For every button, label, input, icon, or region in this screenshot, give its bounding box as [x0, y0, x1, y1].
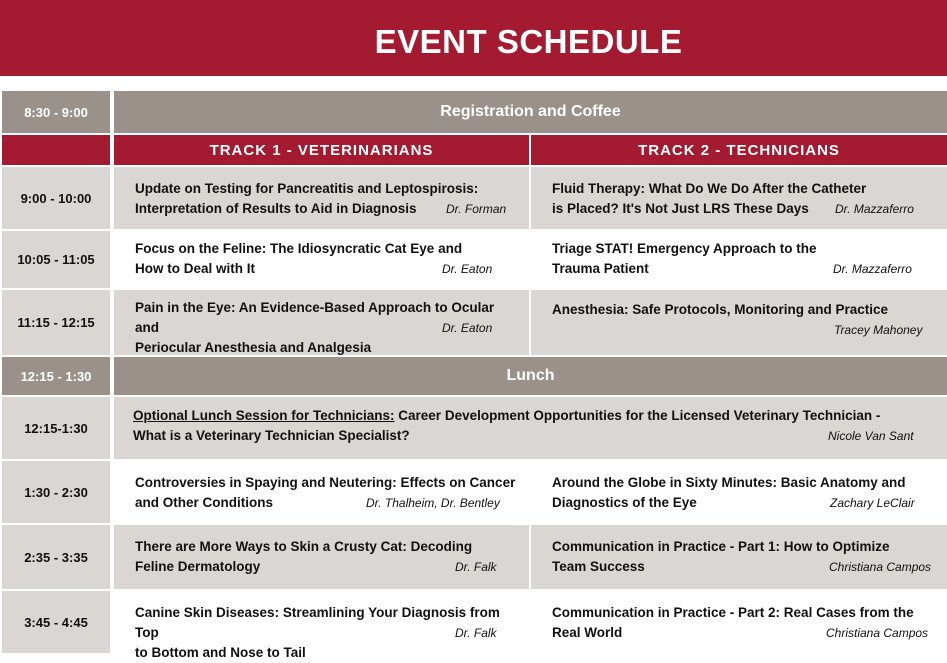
track2-session	[531, 231, 947, 288]
session-title: Around the Globe in Sixty Minutes: Basic Anatomy and Diagnostics of the Eye	[552, 475, 906, 510]
track2-session	[531, 525, 947, 589]
session-title: Fluid Therapy: What Do We Do After the Catheter is Placed? It's Not Just LRS These Days	[552, 181, 867, 216]
session-title: Update on Testing for Pancreatitis and Leptospirosis: Interpretation of Results to Aid in Diagnosis	[135, 181, 479, 216]
session-speaker: Christiana Campos	[826, 626, 929, 640]
optional-session-tag: Optional Lunch Session for Technicians:	[133, 408, 395, 423]
track1-session	[114, 231, 529, 288]
session-time: 2:35 - 3:35	[2, 525, 112, 589]
registration-row	[0, 91, 947, 133]
session-row	[0, 461, 947, 523]
track2-session	[531, 290, 947, 355]
session-speaker: Zachary LeClair	[830, 496, 915, 510]
session-speaker: Christiana Campos	[829, 560, 932, 574]
session-time: 1:30 - 2:30	[2, 461, 112, 523]
track1-session	[114, 525, 529, 589]
session-time: 10:05 - 11:05	[2, 231, 112, 288]
session-row	[0, 167, 947, 229]
track-header-spacer	[2, 135, 112, 165]
session-speaker: Dr. Mazzaferro	[835, 202, 914, 216]
session-speaker: Dr. Falk	[455, 560, 497, 574]
session-title: Triage STAT! Emergency Approach to the Trauma Patient	[552, 241, 817, 276]
session-title: Controversies in Spaying and Neutering: Effects on Cancer and Other Conditions	[135, 475, 516, 510]
session-row	[0, 591, 947, 660]
track2-session	[531, 461, 947, 523]
session-title: Anesthesia: Safe Protocols, Monitoring and Practice	[552, 302, 889, 317]
header-banner	[0, 0, 947, 76]
session-speaker: Dr. Forman	[446, 202, 507, 216]
session-speaker: Dr. Eaton	[442, 262, 493, 276]
session-speaker: Dr. Falk	[455, 626, 497, 640]
track2-header: TRACK 2 - TECHNICIANS	[531, 135, 947, 165]
lunch-label: Lunch	[114, 357, 947, 395]
session-speaker: Dr. Mazzaferro	[833, 262, 912, 276]
registration-label: Registration and Coffee	[114, 91, 947, 133]
track1-session	[114, 167, 529, 229]
track1-session	[114, 461, 529, 523]
session-row	[0, 290, 947, 355]
track1-session	[114, 591, 529, 660]
track2-session	[531, 167, 947, 229]
session-title: Pain in the Eye: An Evidence-Based Approach to Ocular and Periocular Anesthesia and Analgesia	[135, 300, 495, 355]
session-speaker: Dr. Eaton	[442, 321, 493, 335]
lunch-row	[0, 357, 947, 395]
session-row	[0, 525, 947, 589]
session-row	[0, 231, 947, 288]
session-title: Communication in Practice - Part 2: Real Cases from the Real World	[552, 605, 914, 640]
optional-session-row	[0, 397, 947, 459]
optional-session	[114, 397, 947, 459]
session-title: There are More Ways to Skin a Crusty Cat: Decoding Feline Dermatology	[135, 539, 473, 574]
session-speaker: Nicole Van Sant	[828, 429, 914, 443]
session-title: Focus on the Feline: The Idiosyncratic Cat Eye and How to Deal with It	[135, 241, 463, 276]
session-title: Communication in Practice - Part 1: How to Optimize Team Success	[552, 539, 890, 574]
session-title: Optional Lunch Session for Technicians: Career Development Opportunities for the Licensed Veterinary Technician - What is a Veterinary Technician Specialist?	[133, 408, 881, 443]
page-title: EVENT SCHEDULE	[374, 23, 683, 60]
session-time: 9:00 - 10:00	[2, 167, 112, 229]
session-speaker: Tracey Mahoney	[834, 323, 923, 337]
lunch-time: 12:15 - 1:30	[2, 357, 112, 395]
session-speaker: Dr. Thalheim, Dr. Bentley	[366, 496, 500, 510]
track1-session	[114, 290, 529, 355]
session-time: 11:15 - 12:15	[2, 290, 112, 355]
track2-session	[531, 591, 947, 653]
session-title: Canine Skin Diseases: Streamlining Your Diagnosis from Top to Bottom and Nose to Tail	[135, 605, 500, 660]
session-time: 12:15-1:30	[2, 397, 112, 459]
track1-header: TRACK 1 - VETERINARIANS	[114, 135, 529, 165]
registration-time: 8:30 - 9:00	[2, 91, 112, 133]
session-time: 3:45 - 4:45	[2, 591, 112, 653]
track-header-row	[0, 135, 947, 165]
